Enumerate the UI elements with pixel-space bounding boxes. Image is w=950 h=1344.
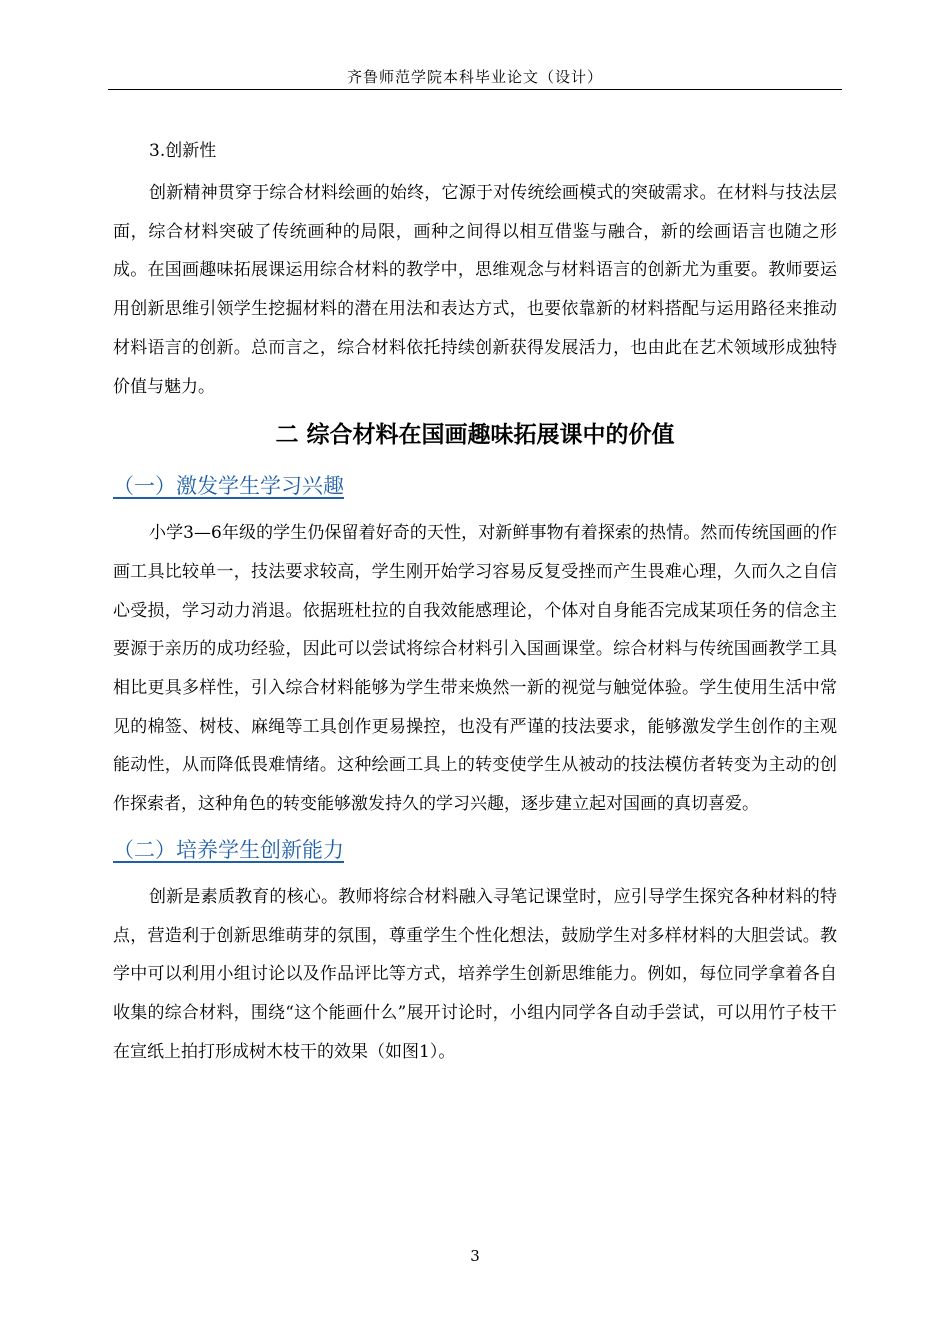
section-paragraph-innovation: 创新是素质教育的核心。教师将综合材料融入寻笔记课堂时，应引导学生探究各种材料的特点，营造利于创新思维萌芽的氛围，尊重学生个性化想法，鼓励学生对多样材料的大胆尝试。教学中可以利用小组讨论以及作品评比等方式，培养学生创新思维能力。例如，每位同学拿着各自收集的综合材料，围绕“这个能画什么”展开讨论时，小组内同学各自动手尝试，可以用竹子枝干在宣纸上拍打形成树木枝干的效果（如图1）。: [113, 886, 837, 1062]
intro-paragraph: 创新精神贯穿于综合材料绘画的始终，它源于对传统绘画模式的突破需求。在材料与技法层面，综合材料突破了传统画种的局限，画种之间得以相互借鉴与融合，新的绘画语言也随之形成。在国画趣味拓展课运用综合材料的教学中，思维观念与材料语言的创新尤为重要。教师要运用创新思维引领学生挖掘材料的潜在用法和表达方式，也要依靠新的材料搭配与运用路径来推动材料语言的创新。总而言之，综合材料依托持续创新获得发展活力，也由此在艺术领域形成独特价值与魅力。: [113, 183, 837, 397]
subheading-innovation: 3.创新性: [149, 141, 217, 161]
page-body: [113, 134, 837, 1071]
chapter-title: 二 综合材料在国画趣味拓展课中的价值: [275, 422, 675, 449]
header-rule: [108, 89, 842, 90]
page-number: 3: [470, 1247, 480, 1265]
section-paragraph-interest: 小学3—6年级的学生仍保留着好奇的天性，对新鲜事物有着探索的热情。然而传统国画的作画工具比较单一，技法要求较高，学生刚开始学习容易反复受挫而产生畏难心理，久而久之自信心受损，学习动力消退。依据班杜拉的自我效能感理论，个体对自身能否完成某项任务的信念主要源于亲历的成功经验，因此可以尝试将综合材料引入国画课堂。综合材料与传统国画教学工具相比更具多样性，引入综合材料能够为学生带来焕然一新的视觉与触觉体验。学生使用生活中常见的棉签、树枝、麻绳等工具创作更易操控，也没有严谨的技法要求，能够激发学生创作的主观能动性，从而降低畏难情绪。这种绘画工具上的转变使学生从被动的技法模仿者转变为主动的创作探索者，这种角色的转变能够激发持久的学习兴趣，逐步建立起对国画的真切喜爱。: [113, 523, 837, 815]
section-title-innovation: （二）培养学生创新能力: [113, 837, 344, 862]
section-title-interest: （一）激发学生学习兴趣: [113, 474, 344, 499]
running-header: 齐鲁师范学院本科毕业论文（设计）: [346, 68, 603, 86]
